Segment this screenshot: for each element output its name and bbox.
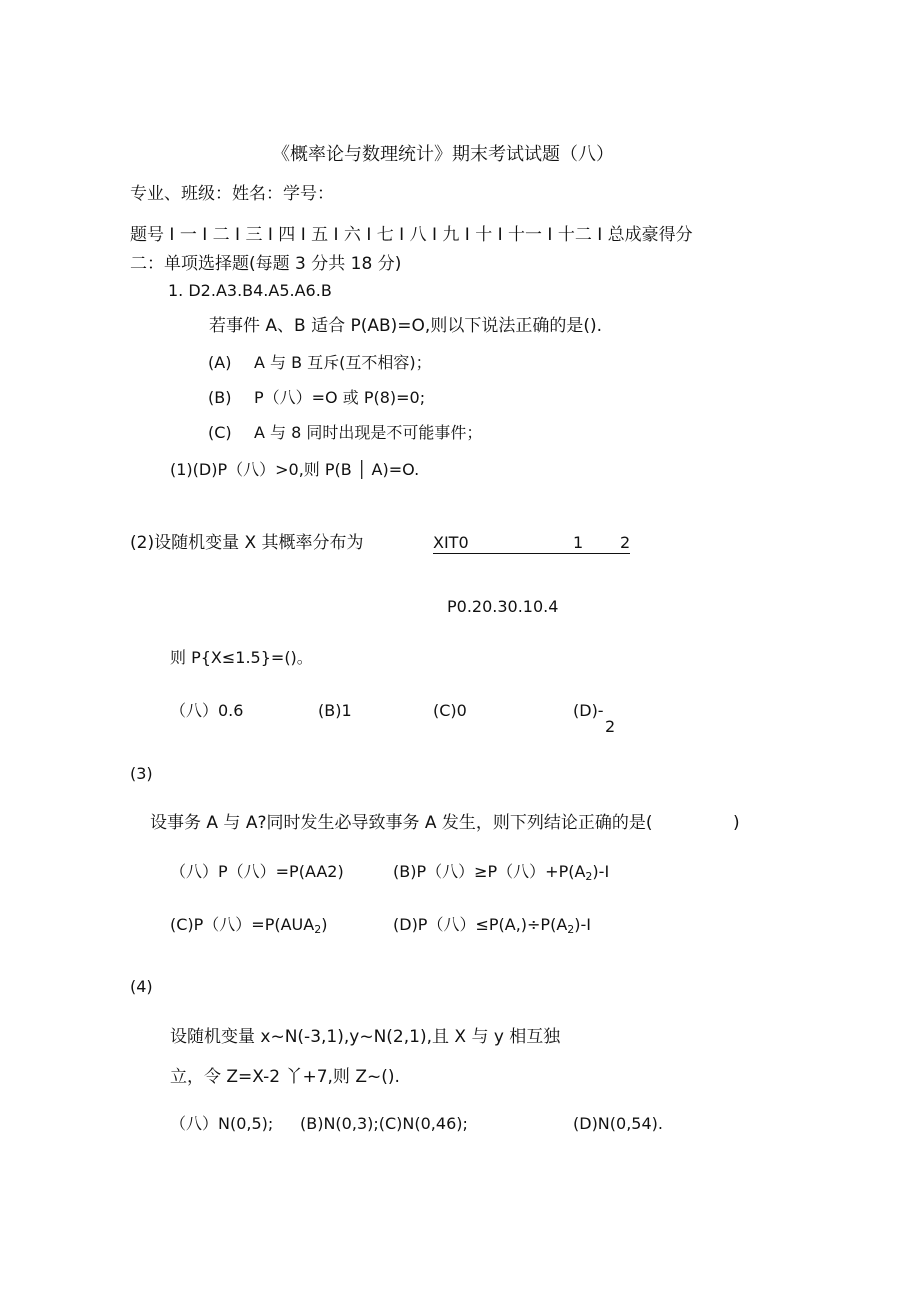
q1-option-d: (1)(D)P（八）>0,则 P(B │ A)=O.	[170, 460, 420, 479]
q3-option-c: (C)P（八）$=P(AUA_2)$	[170, 915, 328, 936]
q4-option-a: （八）N(0,5);	[170, 1114, 274, 1133]
q2-option-d-denominator: 2	[605, 717, 616, 736]
q2-option-b: (B)1	[318, 701, 352, 720]
q1-option-a-label: (A)	[208, 353, 232, 372]
q2-option-a: （八）0.6	[170, 701, 244, 720]
q1-stem: 若事件 A、B 适合 P(AB)=O,则以下说法正确的是().	[209, 316, 603, 336]
q1-option-c-label: (C)	[208, 423, 232, 442]
q1-option-a-text: A 与 B 互斥(互不相容)；	[254, 353, 432, 372]
q2-stem: (2)设随机变量 X 其概率分布为	[130, 533, 364, 553]
q2-row-x-label: XIT0	[433, 533, 469, 552]
q2-distribution-row-p: P0.20.30.10.4	[447, 597, 559, 616]
q2-underline	[433, 553, 630, 554]
exam-title: 《概率论与数理统计》期末考试试题（八）	[272, 144, 614, 165]
q3-stem: 设事务 A 与 A?同时发生必导致事务 A 发生，则下列结论正确的是(	[150, 813, 653, 833]
q2-option-d: (D)-	[573, 701, 604, 720]
q3-option-a: （八）P（八）=P(AA2)	[170, 862, 344, 881]
q3-stem-close: )	[733, 813, 740, 833]
q4-option-d: (D)N(0,54).	[573, 1114, 663, 1133]
q2-distribution-row-x	[433, 535, 630, 555]
q1-option-c-text: A 与 8 同时出现是不可能事件；	[254, 423, 483, 442]
section-heading: 二：单项选择题(每题 3 分共 18 分)	[130, 254, 402, 274]
q3-option-b: (B)P（八）≥P（八）$+P(A_2)-I$	[393, 862, 610, 883]
q3-option-d: (D)P（八）$\le P(A,)\div P(A_2)-I$	[393, 915, 592, 936]
q4-option-b-c: (B)N(0,3);(C)N(0,46);	[300, 1114, 468, 1133]
answer-key-line: 1. D2.A3.B4.A5.A6.B	[168, 281, 332, 300]
q4-stem-line-2: 立，令 Z=X-2 丫+7,则 Z~().	[170, 1067, 400, 1087]
q1-option-b-label: (B)	[208, 388, 232, 407]
q1-option-b-text: P（八）=O 或 P(8)=0;	[254, 388, 426, 407]
q2-option-c: (C)0	[433, 701, 467, 720]
q2-question: 则 P{X≤1.5}=()。	[170, 648, 313, 667]
q3-number: (3)	[130, 764, 153, 783]
q4-number: (4)	[130, 977, 153, 996]
q4-stem-line-1: 设随机变量 x~N(-3,1),y~N(2,1),且 X 与 y 相互独	[170, 1027, 561, 1047]
score-table-header: 题号 I 一 I 二 I 三 I 四 I 五 I 六 I 七 I 八 I 九 I 十 I 十一 I 十二 I 总成豪得分	[130, 225, 693, 245]
student-info-line: 专业、班级：姓名：学号：	[130, 184, 334, 204]
q2-row-x-value-2: 2	[620, 533, 631, 552]
q2-row-x-value-1: 1	[573, 533, 584, 552]
